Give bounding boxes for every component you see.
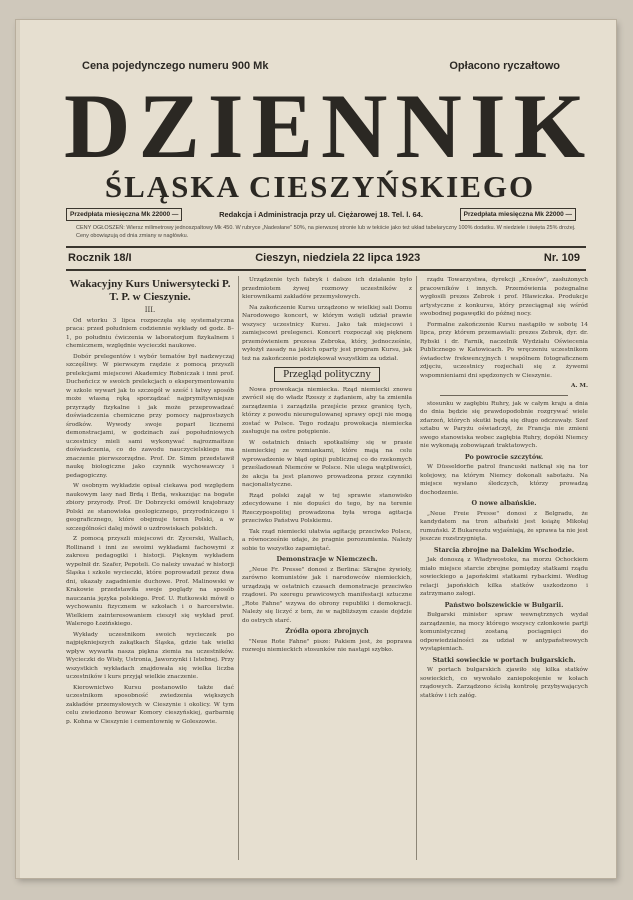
article-paragraph: Kierownictwo Kursu postanowiło także dać uczestnikom sposobność zwiedzenia większych zakładów przemysłowych w Cieszynie i okolicy. W tym celu zwiedzono browar Komory cieszyńskiej, garbarnię p. Kohna w Cieszynie i cementownię w Goleszowie. (66, 684, 234, 725)
news-headline: Demonstracje w Niemczech. (276, 555, 378, 563)
subscription-left: Przedpłata miesięczna Mk 22000 — (66, 208, 182, 221)
news-headline: Starcia zbrojne na Dalekim Wschodzie. (433, 545, 575, 554)
news-headline: Statki sowieckie w portach bułgarskich. (432, 655, 576, 664)
news-paragraph: W ostatnich dniach spotkaliśmy się w prasie niemieckiej ze wzmiankami, które mają na celu wprowadzenie w błąd opinji publicznej co do rzekomych prześladowań Niemców w Polsce. Nie ulega wątpliwości, że akcja ta jest planowo prowadzona przez czynniki nacjonalistyczne. (242, 439, 412, 488)
news-paragraph: Jak donoszą z Władywostoku, na morzu Ochockiem miało miejsce starcie zbrojne pomiędzy statkami rządu sowieckiego a japońskimi statkami rybackimi. Według relacji japońskich kilka statków uszkodzono i zatrzymano załogi. (420, 557, 588, 597)
column-1 (66, 276, 234, 860)
news-paragraph: Rząd polski zajął w tej sprawie stanowisko zdecydowane i nie dopuści do tego, by na terenie Rzeczypospolitej prowadzona była wroga agitacja przeciwko Państwu Polskiemu. (242, 492, 412, 524)
article-paragraph: Z pomocą przyszli miejscowi dr. Zycerski, Wallach, Rollinand i inni ze swoimi wykładami fachowymi z zakresu pedagogiki i historji. Pięknym wykładem wypełnił dr. Szafer, Pepoteli. Co należy uważać w historji Śląska i szkole wycieczki, które poprowadził przez dwa dni, ukazały zagadnienie duchowe. Prof. Malinowski w Krakowie przedstawiła swoje poglądy na sposób nauczania języka polskiego. Prof. U. Rutkowski mówił o wychowaniu fizycznem w szkołach i o harcerstwie. Wielkiem zainteresowaniem cieszył się wykład prof. Walerego Łozińskiego. (66, 536, 234, 627)
newspaper-subtitle: ŚLĄSKA CIESZYŃSKIEGO (104, 169, 536, 204)
page-edge (16, 20, 20, 878)
column-separator (238, 276, 239, 860)
article-title: Wakacyjny Kurs Uniwersytecki P. T. P. w Cieszynie. (69, 278, 231, 303)
article-paragraph: rządu Towarzystwa, dyrekcji „Kresów", zasłużonych pracowników i innych. Przemówienia pożegnalne wygłosili prezes Zebrok i prof. Hławiczka. Produkcje artystyczne z konkursu, który przeciągnął się wśród swobodnej pogawędki do późnej nocy. (420, 277, 588, 317)
column-3 (420, 276, 588, 860)
volume-label: Rocznik 18/I (68, 252, 132, 264)
article-separator (440, 395, 568, 396)
article-paragraph: Od wtorku 3 lipca rozpoczęła się systematyczna praca: przed południem codziennie wykłady od godz. 8–1, po południu ćwiczenia w laboratorjum fizykalnem i chemicznem, względnie wycieczki naukowe. (66, 317, 234, 349)
info-row (66, 208, 576, 221)
news-headline: O nowe albańskie. (471, 499, 537, 507)
column-separator (416, 276, 417, 860)
ad-prices-note: CENY OGŁOSZEŃ: Wiersz milimetrowy jednoszpaltowy Mk 450. W rubryce „Nadesłane" 50%, na pierwszej stronie lub w tekście jako też układ tabelaryczny 100% dodatku. W niedziele i święta 25% drożej. Ceny obowiązują od dnia zmiany w nagłówku. (76, 225, 576, 239)
newspaper-title: DZIENNIK (64, 75, 594, 177)
article-paragraph: Urządzenie tych fabryk i dalsze ich działanie było przedmiotem żywej rozmowy uczestników z kierownikami zakładów przemysłowych. (242, 277, 412, 300)
article-paragraph: W osobnym wykładzie opisał ciekawa pod względem naukowym lasy nad Brdą i Brdą, wskazując na bogate zbiory przyrody. Prof. Dr Dobrzycki omówił krajobrazy Polski ze stanowiska geologicznego, przyrodniczego i geograficznego, które obejmuje teren Polski, a w szczególności dalej mówił o uzdrowiskach polskich. (66, 483, 234, 532)
editorial-address: Redakcja i Administracja przy ul. Ciężarowej 18. Tel. l. 64. (219, 210, 423, 219)
article-part: III. (144, 306, 156, 314)
masthead-top-line (82, 60, 560, 72)
news-paragraph: „Neue Freie Presse" donosi z Belgradu, że kandydatem na tron albański jest książę Mikołaj rumuński. Z Bukaresztu wyjaśniają, że sprawa ta nie jest jeszcze rozstrzygnięta. (420, 510, 588, 542)
price-note: Cena pojedynczego numeru 900 Mk (82, 60, 269, 72)
news-paragraph: Tak rząd niemiecki ułatwia agitację przeciwko Polsce, a równocześnie udaje, że pragnie porozumienia. Należy sobie to wszystko zapamiętać. (242, 528, 412, 552)
news-headline: Państwo bolszewickie w Bułgarii. (444, 600, 564, 609)
article-paragraph: Wykłady uczestnikom swoich wycieczek po najpiękniejszych zakątkach Śląska, gdzie tak wielki wpływ wywarła nasza piękna ziemia na uczestników. Wycieczki do Wisły, Ustronia, Jaworzynki i Istebnej. Przy wszystkich wykładach znajdowała się wielka liczba uczestników i kurs przyjął wielkie znaczenie. (66, 631, 234, 680)
article-paragraph: Dobór prelegentów i wybór tematów był nadzwyczaj szczęśliwy. W pierwszym rzędzie z pomocą przyszli prelekcjami miejscowi Akademicy Robniczak i inni prof. Ducheńcicz w swoich prelekcjach o eksperymentowaniu w szkole wywarł jak to szczegół w sześć i łatwy sposób może własną ręką sporządzać najprymitywniejsze przyrządy fizykalne i jak może przeprowadzać doświadczenia chemiczne przy pomocy najprostszych środków. Wywody swoje poparł licznemi demonstracjami, w godzinach zaś popołudniowych uczestnicy mieli sami wykonywać najrozmaitsze doświadczenia, co do zawodu nauczycielskiego ma znaczenie pierwszorzędne. Prof. Dr. Simm przedstawił naukę biologiczne jako czynnik wychowawczy i pedagogiczny. (66, 353, 234, 479)
postage-note: Opłacono ryczałtowo (449, 60, 560, 72)
news-paragraph: W Düsseldorfie patrol francuski natknął się na tor kolejowy, na którym Niemcy dokonali sabotażu. Na miejsce wysłano śledczych, którzy prowadzą dochodzenie. (420, 464, 588, 496)
column-2 (242, 276, 412, 860)
news-paragraph: W portach bułgarskich zjawiło się kilka statków sowieckich, co wywołało zaniepokojenie w kołach rządowych. Zarządzono ścisłą kontrolę przybywających statków i ich załóg. (420, 667, 588, 699)
article-paragraph: Na zakończenie Kursu urządzono w wielkiej sali Domu Narodowego koncert, w którym wzięli udział prawie wszyscy uczestnicy Kursu. Jako tak miejscowi i zamiejscowi prelegenci. Koncert rozpoczął się pięknem przemówieniem prezesa Zebroka, który, jednocześnie, wyłożył zasady na jakich oparty jest program Kursu, jak też na zakończenie podziękował wszystkim za udział. (242, 304, 412, 362)
section-heading-przeglad: Przegląd polityczny (274, 367, 380, 382)
news-headline: Źródła opora zbrojnych (285, 627, 369, 635)
issue-number: Nr. 109 (543, 252, 580, 264)
news-paragraph: Nowa prowokacja niemiecka. Rząd niemiecki znowu zwrócił się do władz Rzeszy z żądaniem, aby ta zmieniła zarządzenia i zarządziła przejście przez granicę tych, którzy z powodu nieuregulowanej sprawy opcji nie mogą zostać w Polsce. Tego rodzaju prowokacja niemiecka zasługuje na ostre potępienie. (242, 386, 412, 435)
divider-rule-top (66, 246, 586, 248)
news-paragraph: "Neue Rote Fahne" pisze: Pakiem jest, że poprawa rozwoju niemieckich stosunków nie nastąpi szybko. (242, 638, 412, 653)
subscription-right: Przedpłata miesięczna Mk 22000 — (460, 208, 576, 221)
article-signature: A. M. (571, 383, 588, 389)
divider-rule-bottom (66, 269, 586, 271)
edition-row (68, 252, 580, 264)
newspaper-page (16, 20, 616, 878)
news-paragraph: „Neue Fr. Presse" donosi z Berlina: Skrajne żywioły, zarówno komunistów jak i narodowców niemieckich, urządzają w ostatnich czasach demonstracje przeciwko rządowi. Po szeregu prawicowych manifestacji sztuczne „Rote Fahne" wzywa do obrony republiki i demokracji. Należy się liczyć z tem, że w najbliższym czasie dojdzie do ostrych starć. (242, 566, 412, 624)
news-paragraph: stosunku w zagłębiu Ruhry, jak w całym kraju a dnia do dnia będzie się prawdopodobnie rozgrywać wiele zdarzeń, których skutki będą się długo odczuwały. Szef sztabu w Paryżu oświadczył, że Francja nie zmieni swego stanowiska wobec zagłębia Ruhry, dopóki Niemcy nie wykonają zobowiązań traktatowych. (420, 400, 588, 449)
issue-date: Cieszyn, niedziela 22 lipca 1923 (255, 252, 421, 264)
article-paragraph: Formalne zakończenie Kursu nastąpiło w sobotę 14 lipca, przy którem przemawiali: prezes Zebrok, dyr. dr. Rybski i dr. Farnik, naczelnik Wydziału Oświecenia Publicznego w Katowicach. Po wręczeniu uczestnikom świadectw frekwencyjnych i wspólnem fotograficznem zdjęciu, uczestnicy rozjechali się z żywemi wspomnieniami dni spędzonych w Cieszynie. (420, 321, 588, 379)
news-paragraph: Bułgarski minister spraw wewnętrznych wydał zarządzenie, na mocy którego wszyscy członkowie partji komunistycznej zostaną pociągnięci do odpowiedzialności za udział w antypaństwowych wystąpieniach. (420, 612, 588, 652)
news-headline: Po powrocie szczytów. (464, 452, 544, 461)
